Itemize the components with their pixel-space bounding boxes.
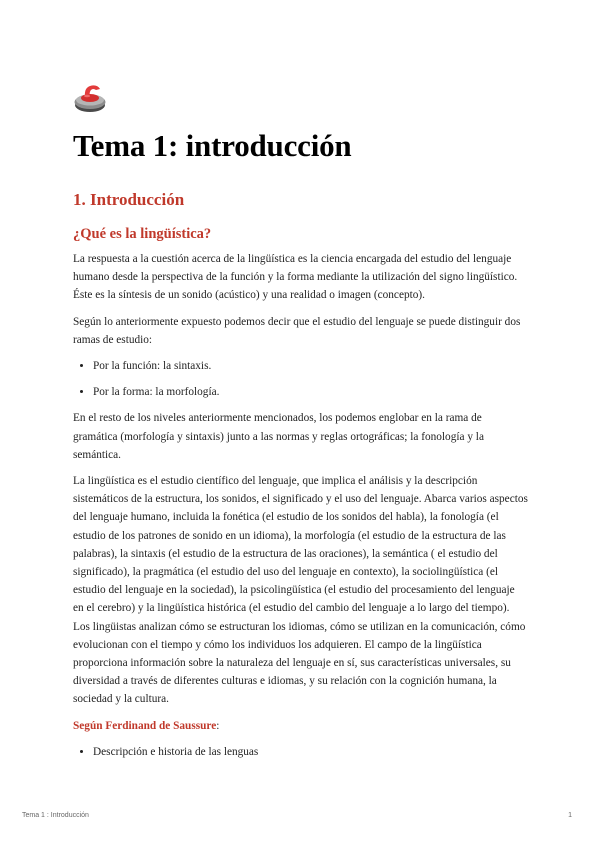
document-body: [73, 250, 528, 769]
footer-label: Tema 1 : Introducción: [22, 812, 89, 819]
saussure-heading: [73, 717, 528, 735]
paragraph-levels: En el resto de los niveles anteriormente mencionados, los podemos englobar en la rama de gramática (morfología y sintaxis) junto a las normas y reglas ortográficas; la fonología y la semántica.: [73, 412, 484, 461]
paragraph-science: La lingüística es el estudio científico del lenguaje, que implica el análisis y la descripción sistemáticos de la estructura, los sonidos, el significado y el uso del lenguaje. Abarca varios aspectos del lenguaje humano, incluida la fonética (el estudio de los sonidos del habla), la fonología (el estudio de los patrones de sonido en un idioma), la morfología (el estudio de la estructura de las palabras), la sintaxis (el estudio de la estructura de las oraciones), la semántica ( el estudio del significado), la pragmática (el estudio del uso del lenguaje en contexto), la sociolingüística (el estudio del lenguaje en la sociedad), la psicolingüística (el estudio del procesamiento del lenguaje en el cerebro) y la lingüística histórica (el estudio del cambio del lenguaje a lo largo del tiempo). Los lingüistas analizan cómo se estructuran los idiomas, cómo se utilizan en la comunicación, cómo evolucionan con el tiempo y cómo los individuos los adquieren. El campo de la lingüística proporciona información sobre la naturaleza del lenguaje en sí, sus características universales, su diversidad a través de diferentes culturas e idiomas, y su relación con la cognición humana, la sociedad y la cultura.: [73, 475, 528, 706]
list-item: • Por la función: la sintaxis.: [93, 357, 528, 375]
list-item: • Descripción e historia de las lenguas: [93, 743, 528, 761]
subheading: ¿Qué es la lingüística?: [73, 226, 212, 242]
page-number: 1: [568, 812, 572, 819]
section-heading: 1. Introducción: [73, 190, 185, 209]
page-footer: [22, 812, 572, 819]
paragraph-definition: La respuesta a la cuestión acerca de la lingüística es la ciencia encargada del estudio del lenguaje humano desde la perspectiva de la función y la forma mediante la utilización del signo lingüístico. Éste es la síntesis de un sonido (acústico) y una realidad o imagen (concepto).: [73, 253, 518, 302]
saussure-heading-colon: :: [216, 719, 220, 732]
paragraph-branches-intro: Según lo anteriormente expuesto podemos decir que el estudio del lenguaje se puede distinguir dos ramas de estudio:: [73, 315, 521, 346]
branches-list: [73, 357, 528, 401]
page-title: Tema 1: introducción: [73, 128, 352, 163]
list-item: • Por la forma: la morfología.: [93, 383, 528, 401]
saussure-list: [73, 743, 528, 761]
saussure-heading-text: Según Ferdinand de Saussure: [73, 719, 217, 732]
curling-stone-icon: [73, 78, 107, 114]
